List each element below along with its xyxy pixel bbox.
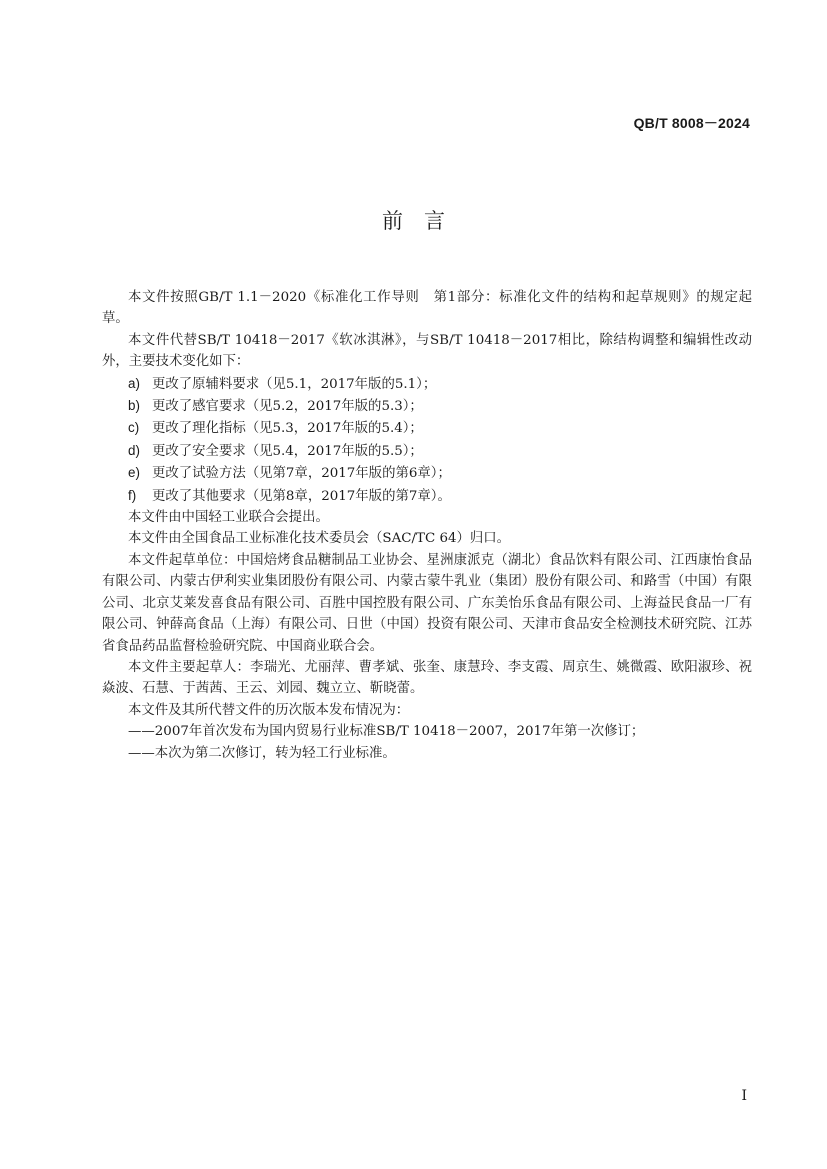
list-item-mark: a) — [128, 375, 140, 391]
page-number: I — [741, 1088, 747, 1104]
list-item-mark: b) — [128, 398, 140, 414]
list-item-mark: e) — [128, 465, 140, 481]
list-item-text: 更改了感官要求（见5.2，2017年版的5.3）； — [152, 399, 423, 415]
list-item-mark: c) — [128, 420, 140, 436]
list-item-text: 更改了其他要求（见第8章，2017年版的第7章）。 — [152, 488, 451, 504]
paragraph-proposed-by: 本文件由中国轻工业联合会提出。 — [128, 510, 329, 526]
list-item-text: 更改了试验方法（见第7章，2017年版的第6章）； — [152, 466, 451, 482]
foreword-body — [102, 287, 752, 764]
list-item — [102, 417, 752, 439]
paragraph-drafting-rules: 本文件按照GB/T 1.1－2020《标准化工作导则 第1部分：标准化文件的结构和起草规则》的规定起草。 — [102, 290, 752, 327]
list-item — [102, 440, 752, 462]
paragraph-version-history: 本文件及其所代替文件的历次版本发布情况为： — [128, 702, 410, 718]
list-item-mark: f) — [128, 487, 137, 503]
paragraph-under-jurisdiction: 本文件由全国食品工业标准化技术委员会（SAC/TC 64）归口。 — [128, 531, 511, 547]
paragraph-replaces: 本文件代替SB/T 10418－2017《软冰淇淋》，与SB/T 10418－2017相比，除结构调整和编辑性改动外，主要技术变化如下： — [102, 332, 752, 370]
page-title: 前 言 — [382, 209, 445, 233]
paragraph-drafting-organizations: 本文件起草单位：中国焙烤食品糖制品工业协会、星洲康派克（湖北）食品饮料有限公司、江西康怡食品有限公司、内蒙古伊利实业集团股份有限公司、内蒙古蒙牛乳业（集团）股份有限公司、和路雪（中国）有限公司、北京艾莱发喜食品有限公司、百胜中国控股有限公司、广东美怡乐食品有限公司、上海益民食品一厂有限公司、钟薛高食品（上海）有限公司、日世（中国）投资有限公司、天津市食品安全检测技术研究院、江苏省食品药品监督检验研究院、中国商业联合会。 — [102, 552, 752, 654]
list-item-text: 更改了原辅料要求（见5.1，2017年版的5.1）； — [152, 376, 437, 392]
list-item — [102, 373, 752, 395]
list-item-text: 更改了理化指标（见5.3，2017年版的5.4）； — [152, 421, 423, 437]
list-item-mark: d) — [128, 442, 140, 458]
list-item — [102, 395, 752, 417]
list-item-text: 更改了安全要求（见5.4，2017年版的5.5）； — [152, 443, 423, 459]
history-item: ——2007年首次发布为国内贸易行业标准SB/T 10418－2007，2017年第一次修订； — [128, 724, 645, 740]
list-item — [102, 485, 752, 507]
history-item: ——本次为第二次修订，转为轻工行业标准。 — [128, 745, 396, 761]
standard-code: QB/T 8008－2024 — [633, 115, 750, 131]
list-item — [102, 462, 752, 484]
paragraph-drafters: 本文件主要起草人：李瑞光、尤丽萍、曹孝斌、张奎、康慧玲、李支霞、周京生、姚微霞、欧阳淑珍、祝焱波、石慧、于茜茜、王云、刘园、魏立立、靳晓蕾。 — [102, 659, 752, 697]
